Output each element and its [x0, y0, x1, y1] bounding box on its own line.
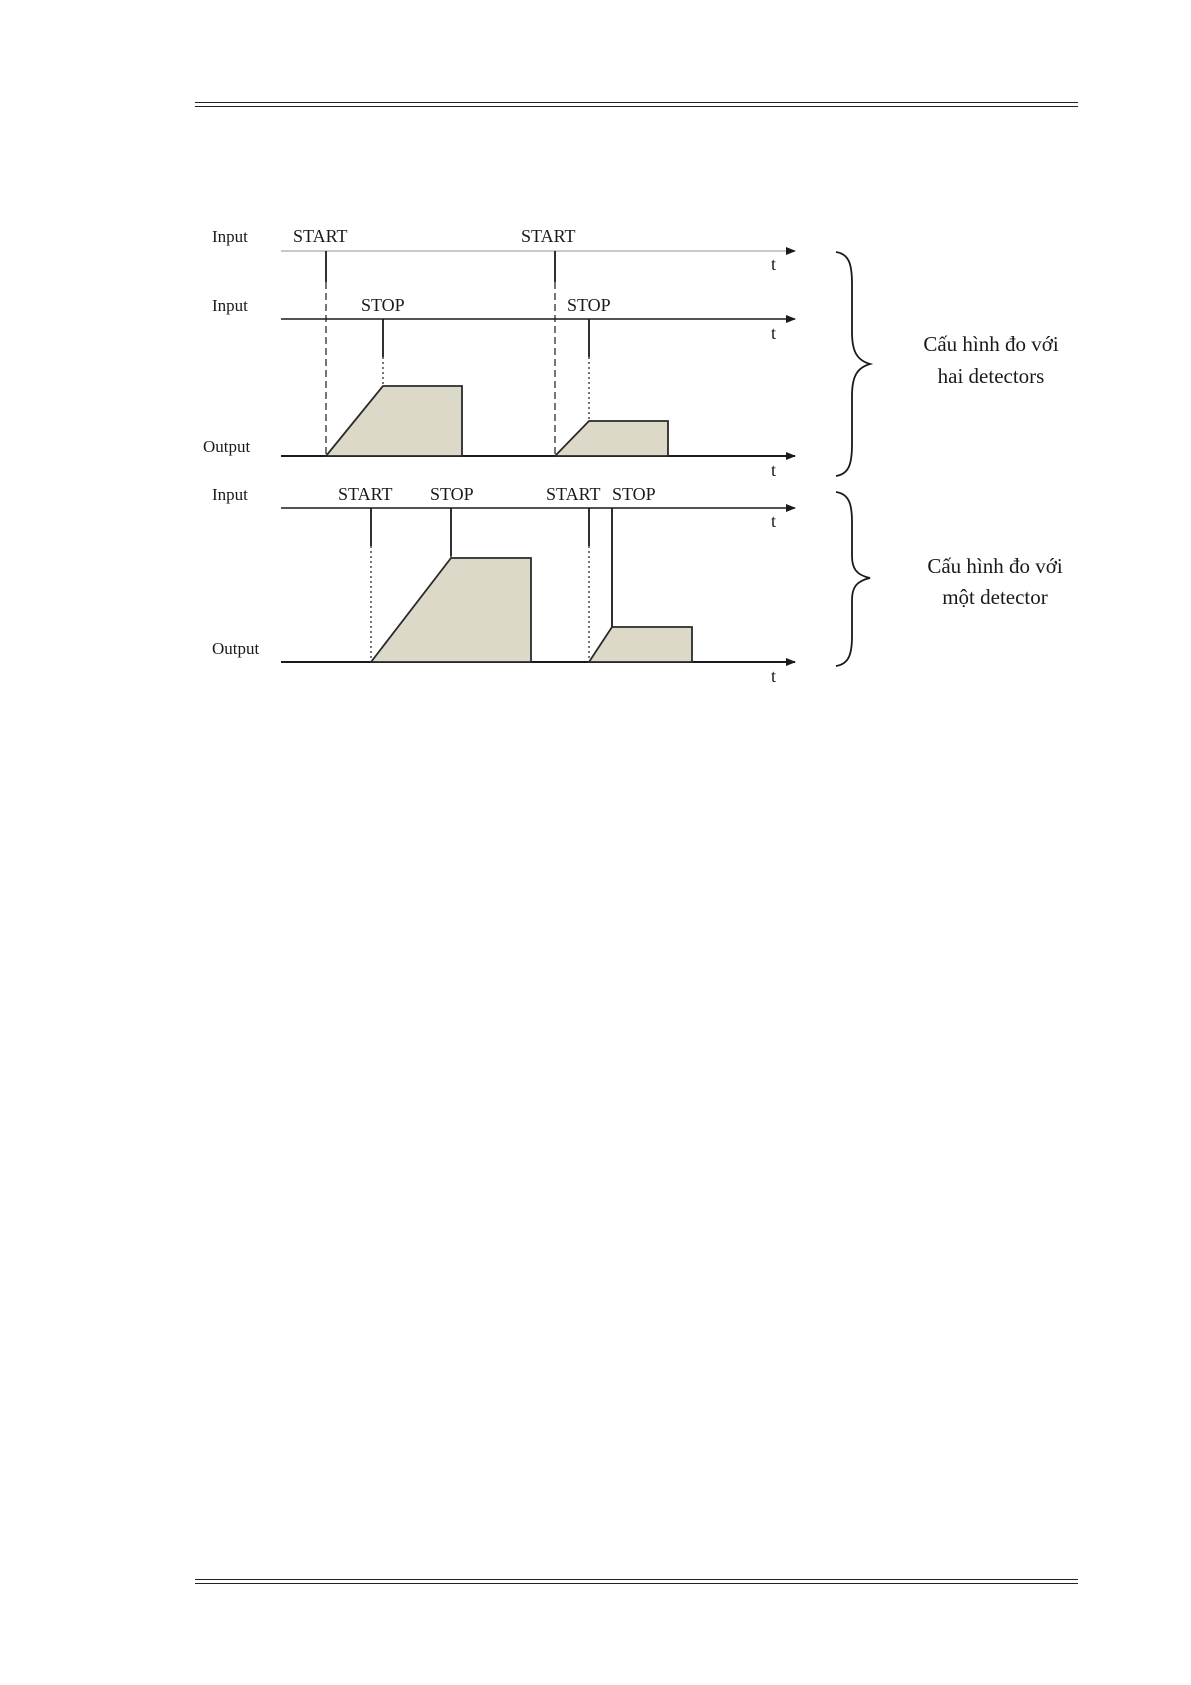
output-pulse-2: [555, 421, 668, 456]
row-label-output-2: Output: [212, 639, 260, 658]
output-pulse-3: [371, 558, 531, 662]
event-label-stop-a: STOP: [361, 295, 405, 315]
event-label-stop-b: STOP: [567, 295, 611, 315]
event-label-start-c: START: [338, 484, 393, 504]
group-label-two-detectors-line1: Cấu hình đo với: [923, 332, 1059, 356]
group-label-one-detector-line1: Cấu hình đo với: [927, 554, 1063, 578]
row-label-input-1: Input: [212, 227, 248, 246]
axis-t-label-3: t: [771, 460, 777, 480]
output-pulse-1: [326, 386, 462, 456]
group-brace-one-detector: [836, 492, 870, 666]
event-label-start-d: START: [546, 484, 601, 504]
event-label-stop-c: STOP: [430, 484, 474, 504]
group-brace-two-detectors: [836, 252, 870, 476]
group-label-one-detector-line2: một detector: [942, 585, 1048, 609]
axis-t-label-5: t: [771, 666, 777, 686]
row-label-output-1: Output: [203, 437, 251, 456]
group-label-two-detectors-line2: hai detectors: [937, 364, 1045, 388]
axis-t-label-1: t: [771, 254, 777, 274]
event-label-start-b: START: [521, 226, 576, 246]
event-label-stop-d: STOP: [612, 484, 656, 504]
row-label-input-3: Input: [212, 485, 248, 504]
output-pulse-4: [589, 627, 692, 662]
event-label-start-a: START: [293, 226, 348, 246]
row-label-input-2: Input: [212, 296, 248, 315]
axis-t-label-2: t: [771, 323, 777, 343]
axis-t-label-4: t: [771, 511, 777, 531]
